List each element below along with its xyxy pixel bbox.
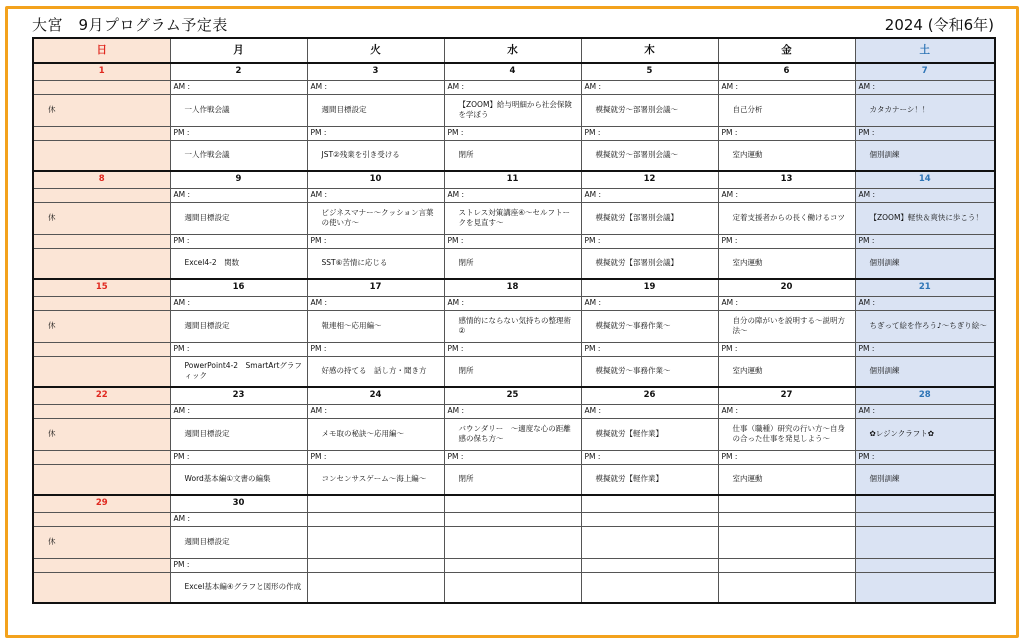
am-program: 週間目標設定 bbox=[307, 94, 444, 126]
am-label: AM : bbox=[718, 296, 855, 310]
date-number bbox=[307, 495, 444, 512]
am-label bbox=[581, 512, 718, 526]
pm-program: 一人作戦会議 bbox=[170, 140, 307, 171]
date-number: 2 bbox=[170, 63, 307, 80]
pm-program-row bbox=[33, 464, 995, 495]
pm-label: PM : bbox=[581, 126, 718, 140]
am-label: AM : bbox=[307, 296, 444, 310]
pm-program: 閉所 bbox=[444, 248, 581, 279]
pm-program: 個別訓練 bbox=[855, 356, 995, 387]
pm-label: PM : bbox=[581, 450, 718, 464]
closed-day-label: 休 bbox=[33, 202, 170, 234]
pm-label: PM : bbox=[718, 234, 855, 248]
am-label bbox=[33, 188, 170, 202]
am-label: AM : bbox=[855, 296, 995, 310]
date-number: 30 bbox=[170, 495, 307, 512]
pm-label: PM : bbox=[307, 342, 444, 356]
pm-program: 好感の持てる 話し方・聞き方 bbox=[307, 356, 444, 387]
am-label: AM : bbox=[718, 80, 855, 94]
am-label bbox=[33, 80, 170, 94]
am-label: AM : bbox=[170, 188, 307, 202]
am-label: AM : bbox=[581, 188, 718, 202]
pm-program: 室内運動 bbox=[718, 140, 855, 171]
am-program bbox=[307, 526, 444, 558]
am-label: AM : bbox=[581, 296, 718, 310]
am-label: AM : bbox=[444, 296, 581, 310]
pm-program bbox=[33, 248, 170, 279]
pm-program bbox=[33, 140, 170, 171]
pm-label: PM : bbox=[170, 126, 307, 140]
pm-program bbox=[33, 572, 170, 603]
pm-program-row bbox=[33, 248, 995, 279]
date-number: 6 bbox=[718, 63, 855, 80]
am-program: 仕事（職種）研究の行い方～自身の合った仕事を発見しよう～ bbox=[718, 418, 855, 450]
date-number: 13 bbox=[718, 171, 855, 188]
am-label: AM : bbox=[444, 80, 581, 94]
am-label bbox=[855, 512, 995, 526]
pm-program: 個別訓練 bbox=[855, 140, 995, 171]
pm-label-row bbox=[33, 234, 995, 248]
weekday-header: 月 bbox=[170, 38, 307, 63]
pm-label: PM : bbox=[307, 234, 444, 248]
am-label: AM : bbox=[444, 404, 581, 418]
am-program: カタカナーシ！！ bbox=[855, 94, 995, 126]
schedule-table bbox=[32, 37, 996, 604]
am-label: AM : bbox=[170, 80, 307, 94]
am-program: メモ取の秘訣～応用編～ bbox=[307, 418, 444, 450]
pm-program: 閉所 bbox=[444, 356, 581, 387]
weekday-header: 土 bbox=[855, 38, 995, 63]
date-number: 10 bbox=[307, 171, 444, 188]
date-number: 9 bbox=[170, 171, 307, 188]
am-label bbox=[444, 512, 581, 526]
pm-program-row bbox=[33, 572, 995, 603]
am-program: 模擬就労【軽作業】 bbox=[581, 418, 718, 450]
am-label: AM : bbox=[581, 404, 718, 418]
weekday-header: 金 bbox=[718, 38, 855, 63]
date-number: 19 bbox=[581, 279, 718, 296]
date-number: 8 bbox=[33, 171, 170, 188]
am-label: AM : bbox=[170, 296, 307, 310]
pm-program bbox=[33, 464, 170, 495]
date-number: 23 bbox=[170, 387, 307, 404]
pm-label-row bbox=[33, 342, 995, 356]
am-label-row bbox=[33, 512, 995, 526]
pm-label: PM : bbox=[855, 126, 995, 140]
date-row bbox=[33, 63, 995, 80]
pm-program: 閉所 bbox=[444, 140, 581, 171]
date-number: 17 bbox=[307, 279, 444, 296]
am-label: AM : bbox=[170, 512, 307, 526]
pm-label bbox=[718, 558, 855, 572]
date-number: 22 bbox=[33, 387, 170, 404]
date-number: 5 bbox=[581, 63, 718, 80]
am-program: 模擬就労～部署別会議～ bbox=[581, 94, 718, 126]
am-label-row bbox=[33, 404, 995, 418]
am-program-row bbox=[33, 526, 995, 558]
date-number: 12 bbox=[581, 171, 718, 188]
date-number: 25 bbox=[444, 387, 581, 404]
am-label: AM : bbox=[718, 404, 855, 418]
am-label: AM : bbox=[855, 404, 995, 418]
am-label-row bbox=[33, 80, 995, 94]
am-label: AM : bbox=[307, 188, 444, 202]
date-number: 28 bbox=[855, 387, 995, 404]
am-program: 週間目標設定 bbox=[170, 310, 307, 342]
date-number: 16 bbox=[170, 279, 307, 296]
am-program: ✿レジンクラフト✿ bbox=[855, 418, 995, 450]
pm-program: 室内運動 bbox=[718, 356, 855, 387]
am-program: 週間目標設定 bbox=[170, 202, 307, 234]
pm-label-row bbox=[33, 126, 995, 140]
pm-label bbox=[33, 558, 170, 572]
am-label: AM : bbox=[307, 404, 444, 418]
pm-program: 模擬就労～事務作業～ bbox=[581, 356, 718, 387]
pm-program: 模擬就労【軽作業】 bbox=[581, 464, 718, 495]
am-program: 一人作戦会議 bbox=[170, 94, 307, 126]
pm-program bbox=[855, 572, 995, 603]
date-row bbox=[33, 279, 995, 296]
am-program: ちぎって絵を作ろう♪～ちぎり絵～ bbox=[855, 310, 995, 342]
pm-label: PM : bbox=[444, 450, 581, 464]
pm-label bbox=[33, 450, 170, 464]
pm-program: 個別訓練 bbox=[855, 248, 995, 279]
pm-label: PM : bbox=[170, 450, 307, 464]
pm-program: 個別訓練 bbox=[855, 464, 995, 495]
pm-label-row bbox=[33, 558, 995, 572]
pm-label bbox=[307, 558, 444, 572]
weekday-header-row bbox=[33, 38, 995, 63]
pm-label: PM : bbox=[307, 126, 444, 140]
pm-program-row bbox=[33, 356, 995, 387]
pm-program: コンセンサスゲーム～海上編～ bbox=[307, 464, 444, 495]
pm-label: PM : bbox=[444, 234, 581, 248]
pm-label: PM : bbox=[170, 234, 307, 248]
am-program-row bbox=[33, 94, 995, 126]
date-number: 3 bbox=[307, 63, 444, 80]
date-number bbox=[581, 495, 718, 512]
weekday-header: 日 bbox=[33, 38, 170, 63]
date-row bbox=[33, 387, 995, 404]
am-program bbox=[855, 526, 995, 558]
pm-label: PM : bbox=[718, 342, 855, 356]
pm-program: 模擬就労～部署別会議～ bbox=[581, 140, 718, 171]
am-program: 自己分析 bbox=[718, 94, 855, 126]
pm-program: PowerPoint4-2 SmartArtグラフィック bbox=[170, 356, 307, 387]
date-number: 24 bbox=[307, 387, 444, 404]
pm-label: PM : bbox=[855, 342, 995, 356]
am-label: AM : bbox=[307, 80, 444, 94]
am-label: AM : bbox=[718, 188, 855, 202]
pm-program: JST②残業を引き受ける bbox=[307, 140, 444, 171]
pm-label bbox=[33, 234, 170, 248]
am-label bbox=[33, 404, 170, 418]
am-program: ビジネスマナー～クッション言葉の使い方～ bbox=[307, 202, 444, 234]
am-program-row bbox=[33, 310, 995, 342]
pm-label bbox=[33, 342, 170, 356]
pm-label: PM : bbox=[855, 450, 995, 464]
pm-program: Excel基本編④グラフと図形の作成 bbox=[170, 572, 307, 603]
closed-day-label: 休 bbox=[33, 418, 170, 450]
am-program: 【ZOOM】軽快＆爽快に歩こう！ bbox=[855, 202, 995, 234]
am-label bbox=[33, 512, 170, 526]
date-number: 26 bbox=[581, 387, 718, 404]
pm-program: Word基本編①文書の編集 bbox=[170, 464, 307, 495]
weekday-header: 木 bbox=[581, 38, 718, 63]
am-label: AM : bbox=[855, 188, 995, 202]
am-program: バウンダリー ～適度な心の距離感の保ち方～ bbox=[444, 418, 581, 450]
pm-label-row bbox=[33, 450, 995, 464]
pm-label: PM : bbox=[718, 126, 855, 140]
date-number: 27 bbox=[718, 387, 855, 404]
pm-program-row bbox=[33, 140, 995, 171]
pm-program bbox=[718, 572, 855, 603]
am-program: 模擬就労【部署別会議】 bbox=[581, 202, 718, 234]
closed-day-label: 休 bbox=[33, 94, 170, 126]
pm-label: PM : bbox=[581, 342, 718, 356]
pm-program: 閉所 bbox=[444, 464, 581, 495]
pm-program: 室内運動 bbox=[718, 464, 855, 495]
pm-label: PM : bbox=[718, 450, 855, 464]
pm-program bbox=[307, 572, 444, 603]
am-program: ストレス対策講座④～セルフトークを見直す～ bbox=[444, 202, 581, 234]
am-program-row bbox=[33, 202, 995, 234]
pm-label bbox=[855, 558, 995, 572]
closed-day-label: 休 bbox=[33, 526, 170, 558]
pm-label bbox=[444, 558, 581, 572]
am-label: AM : bbox=[444, 188, 581, 202]
date-row bbox=[33, 171, 995, 188]
pm-program: 室内運動 bbox=[718, 248, 855, 279]
date-row bbox=[33, 495, 995, 512]
date-number: 21 bbox=[855, 279, 995, 296]
pm-label: PM : bbox=[855, 234, 995, 248]
am-program: 【ZOOM】給与明細から社会保険を学ぼう bbox=[444, 94, 581, 126]
date-number bbox=[718, 495, 855, 512]
am-label bbox=[33, 296, 170, 310]
am-program: 報連相～応用編～ bbox=[307, 310, 444, 342]
pm-label: PM : bbox=[170, 342, 307, 356]
am-label bbox=[718, 512, 855, 526]
am-program: 週間目標設定 bbox=[170, 418, 307, 450]
pm-label: PM : bbox=[307, 450, 444, 464]
pm-program: SST⑥苦情に応じる bbox=[307, 248, 444, 279]
am-label: AM : bbox=[581, 80, 718, 94]
am-program bbox=[444, 526, 581, 558]
pm-label: PM : bbox=[170, 558, 307, 572]
am-program bbox=[581, 526, 718, 558]
pm-label bbox=[33, 126, 170, 140]
pm-program bbox=[444, 572, 581, 603]
date-number: 29 bbox=[33, 495, 170, 512]
pm-program: Excel4-2 関数 bbox=[170, 248, 307, 279]
pm-program bbox=[33, 356, 170, 387]
am-program: 週間目標設定 bbox=[170, 526, 307, 558]
pm-label: PM : bbox=[581, 234, 718, 248]
am-label-row bbox=[33, 296, 995, 310]
year-label: 2024 (令和6年) bbox=[884, 16, 994, 34]
pm-label: PM : bbox=[444, 342, 581, 356]
weekday-header: 火 bbox=[307, 38, 444, 63]
am-program: 定着支援者からの長く働けるコツ bbox=[718, 202, 855, 234]
date-number: 15 bbox=[33, 279, 170, 296]
pm-program bbox=[581, 572, 718, 603]
am-program: 模擬就労～事務作業～ bbox=[581, 310, 718, 342]
date-number: 18 bbox=[444, 279, 581, 296]
date-number: 4 bbox=[444, 63, 581, 80]
pm-program: 模擬就労【部署別会議】 bbox=[581, 248, 718, 279]
date-number bbox=[444, 495, 581, 512]
closed-day-label: 休 bbox=[33, 310, 170, 342]
am-program-row bbox=[33, 418, 995, 450]
pm-label bbox=[581, 558, 718, 572]
am-label: AM : bbox=[170, 404, 307, 418]
date-number bbox=[855, 495, 995, 512]
am-program: 感情的にならない気持ちの整理術② bbox=[444, 310, 581, 342]
weekday-header: 水 bbox=[444, 38, 581, 63]
pm-label: PM : bbox=[444, 126, 581, 140]
date-number: 20 bbox=[718, 279, 855, 296]
date-number: 1 bbox=[33, 63, 170, 80]
date-number: 11 bbox=[444, 171, 581, 188]
date-number: 7 bbox=[855, 63, 995, 80]
am-program: 自分の障がいを説明する～説明方法～ bbox=[718, 310, 855, 342]
date-number: 14 bbox=[855, 171, 995, 188]
am-label-row bbox=[33, 188, 995, 202]
am-label bbox=[307, 512, 444, 526]
am-program bbox=[718, 526, 855, 558]
page-title: 大宮 9月プログラム予定表 bbox=[32, 16, 228, 34]
am-label: AM : bbox=[855, 80, 995, 94]
